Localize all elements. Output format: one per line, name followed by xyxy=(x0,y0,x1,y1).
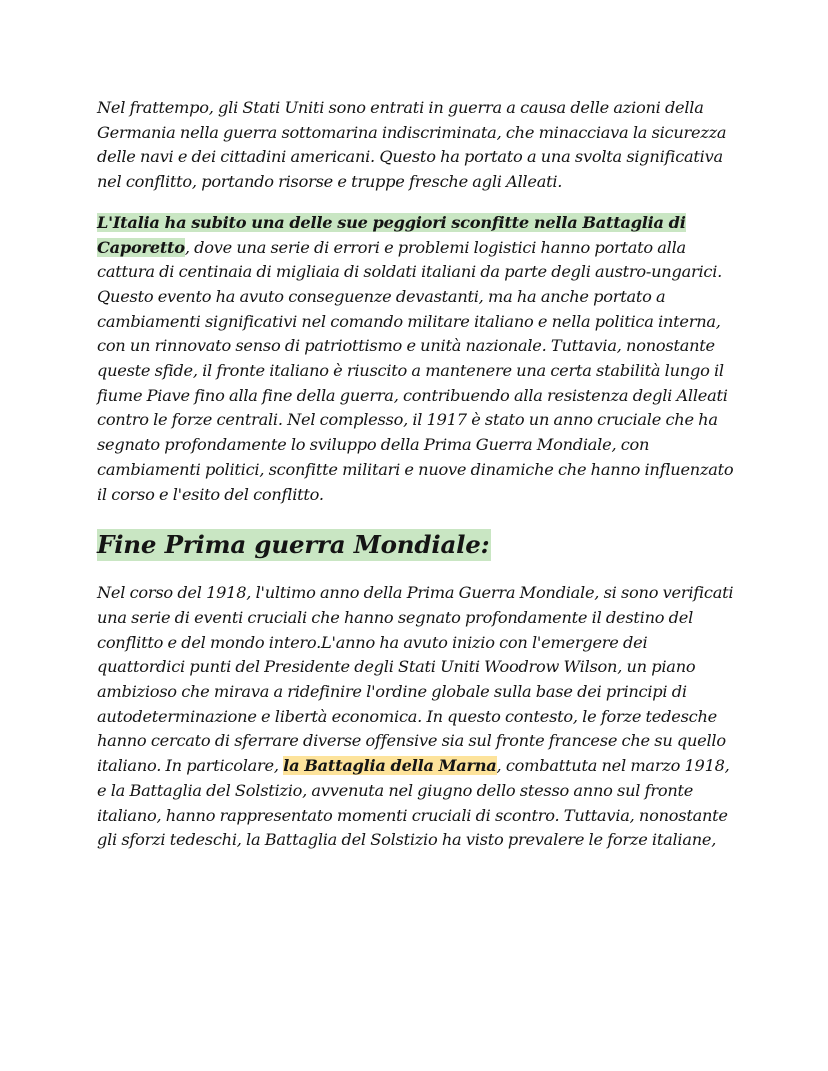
paragraph-1918 xyxy=(97,581,737,853)
paragraph-caporetto xyxy=(97,211,737,507)
paragraph-text: Nel frattempo, gli Stati Uniti sono entrati in guerra a causa delle azioni della Germania nella guerra sottomarina indiscriminata, che minacciava la sicurezza delle navi e dei cittadini americani. Questo ha portato a una svolta significativa nel conflitto, portando risorse e truppe fresche agli Alleati. xyxy=(97,98,727,192)
paragraph-text: , dove una serie di errori e problemi logistici hanno portato alla cattura di centinaia di migliaia di soldati italiani da parte degli austro-ungarici. Questo evento ha avuto conseguenze devastanti, ma ha anche portato a cambiamenti significativi nel comando militare italiano e nella politica interna, con un rinnovato senso di patriottismo e unità nazionale. Tuttavia, nonostante queste sfide, il fronte italiano è riuscito a mantenere una certa stabilità lungo il fiume Piave fino alla fine della guerra, contribuendo alla resistenza degli Alleati contro le forze centrali. Nel complesso, il 1917 è stato un anno cruciale che ha segnato profondamente lo sviluppo della Prima Guerra Mondiale, con cambiamenti politici, sconfitte militari e nuove dinamiche che hanno influenzato il corso e l'esito del conflitto. xyxy=(97,237,734,504)
paragraph-text: , combattuta nel marzo 1918, e la Battaglia del Solstizio, avvenuta nel giugno dello stesso anno sul fronte italiano, hanno rappresentato momenti cruciali di scontro. Tuttavia, nonostante gli sforzi tedeschi, la Battaglia del Solstizio ha visto prevalere le forze italiane, xyxy=(97,756,730,850)
heading-wrapper xyxy=(97,529,737,581)
paragraph-us-entry xyxy=(97,96,737,195)
highlighted-caporetto: L'Italia ha subito una delle sue peggiori sconfitte nella Battaglia di Caporetto xyxy=(97,212,686,257)
highlighted-marna: la Battaglia della Marna xyxy=(283,756,497,776)
section-heading: Fine Prima guerra Mondiale: xyxy=(97,530,490,560)
paragraph-text: Nel corso del 1918, l'ultimo anno della Prima Guerra Mondiale, si sono verificati una serie di eventi cruciali che hanno segnato profondamente il destino del conflitto e del mondo intero.L'anno ha avuto inizio con l'emergere dei quattordici punti del Presidente degli Stati Uniti Woodrow Wilson, un piano ambizioso che mirava a ridefinire l'ordine globale sulla base dei principi di autodeterminazione e libertà economica. In questo contesto, le forze tedesche hanno cercato di sferrare diverse offensive sia sul fronte francese che su quello italiano. In particolare, xyxy=(97,583,734,776)
document-page xyxy=(97,96,737,853)
